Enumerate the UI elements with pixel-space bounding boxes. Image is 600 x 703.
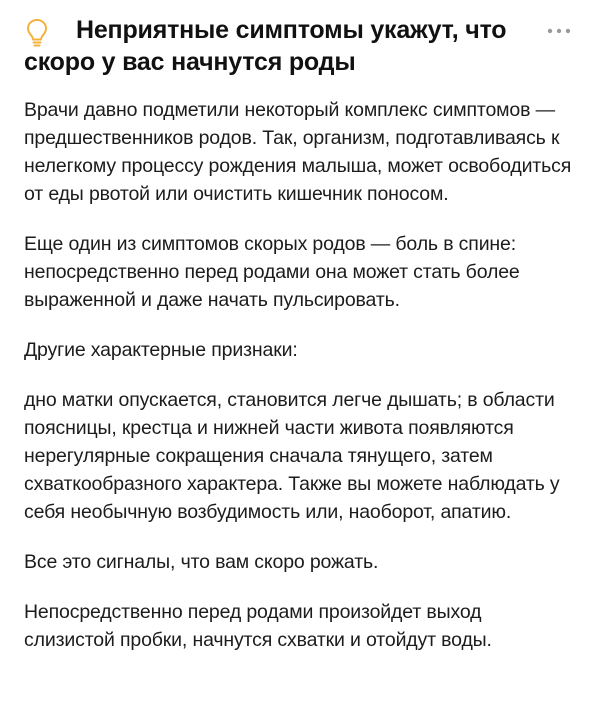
paragraph: Непосредственно перед родами произойдет выход слизистой пробки, начнутся схватки и отойдут воды. (24, 601, 492, 651)
paragraph: Врачи давно подметили некоторый комплекс симптомов — предшественников родов. Так, организм, подготавливаясь к нелегкому процессу рождения малыша, может освободиться от еды рвотой или очистить кишечник поносом. (24, 99, 572, 205)
paragraph: Все это сигналы, что вам скоро рожать. (24, 551, 379, 573)
card-header (24, 14, 576, 78)
more-options-button[interactable] (542, 20, 576, 40)
lightbulb-icon (26, 18, 48, 48)
paragraph: дно матки опускается, становится легче дышать; в области поясницы, крестца и нижней части живота появляются нерегулярные сокращения сначала тянущего, затем схваткообразного характера. Также вы можете наблюдать у себя необычную возбудимость или, наоборот, апатию. (24, 389, 560, 523)
card-title: Неприятные симптомы укажут, что скоро у вас начнутся роды (24, 16, 507, 76)
paragraph: Другие характерные признаки: (24, 339, 298, 361)
more-horizontal-icon (547, 21, 571, 39)
card-body (24, 96, 576, 654)
paragraph: Еще один из симптомов скорых родов — боль в спине: непосредственно перед родами она может стать более выраженной и даже начать пульсировать. (24, 233, 520, 311)
